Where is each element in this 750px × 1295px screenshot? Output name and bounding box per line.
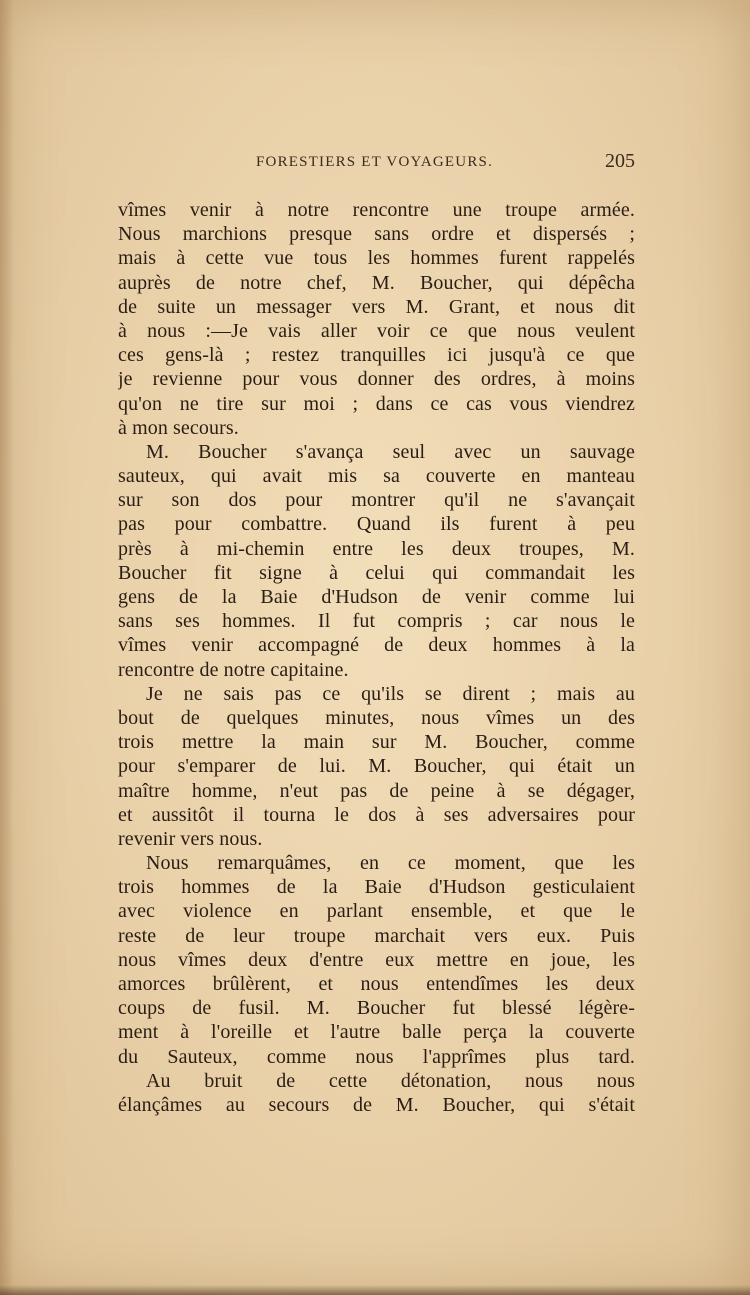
text-line: à mon secours.	[118, 416, 239, 439]
text-line: bout de quelques minutes, nous vîmes un des	[118, 706, 635, 729]
text-line: Nous marchions presque sans ordre et dispersés ;	[118, 223, 635, 246]
text-line: du Sauteux, comme nous l'apprîmes plus tard.	[118, 1045, 635, 1068]
running-head: FORESTIERS ET VOYAGEURS.	[256, 154, 494, 170]
page-number: 205	[605, 150, 635, 172]
text-line: amorces brûlèrent, et nous entendîmes les deux	[118, 973, 635, 995]
text-line: Je ne sais pas ce qu'ils se dirent ; mais au	[146, 682, 635, 705]
text-line: trois hommes de la Baie d'Hudson gesticulaient	[118, 876, 635, 899]
text-line: Nous remarquâmes, en ce moment, que les	[146, 852, 635, 875]
text-line: de suite un messager vers M. Grant, et nous dit	[118, 295, 635, 318]
text-line: pas pour combattre. Quand ils furent à peu	[118, 513, 635, 536]
text-line: reste de leur troupe marchait vers eux. Puis	[118, 924, 635, 947]
text-line: et aussitôt il tourna le dos à ses adversaires pour	[118, 803, 635, 826]
text-line: rencontre de notre capitaine.	[118, 658, 349, 681]
page-edge-shadow-bottom	[0, 1285, 750, 1295]
text-line: trois mettre la main sur M. Boucher, comme	[118, 731, 635, 754]
text-line: vîmes venir à notre rencontre une troupe armée.	[118, 199, 635, 221]
text-line: nous vîmes deux d'entre eux mettre en joue, les	[118, 948, 635, 971]
page-header	[118, 150, 635, 180]
text-line: revenir vers nous.	[118, 827, 263, 850]
page-edge-shadow-left	[0, 0, 14, 1295]
text-line: coups de fusil. M. Boucher fut blessé légère-	[118, 997, 635, 1020]
text-line: pour s'emparer de lui. M. Boucher, qui était un	[118, 755, 635, 778]
text-line: Au bruit de cette détonation, nous nous	[146, 1069, 635, 1092]
text-line: mais à cette vue tous les hommes furent rappelés	[118, 247, 635, 270]
text-line: sans ses hommes. Il fut compris ; car nous le	[118, 610, 635, 633]
text-line: M. Boucher s'avança seul avec un sauvage	[146, 440, 635, 463]
text-line: avec violence en parlant ensemble, et que le	[118, 900, 635, 923]
text-line: vîmes venir accompagné de deux hommes à la	[118, 634, 635, 657]
text-line: qu'on ne tire sur moi ; dans ce cas vous viendrez	[118, 392, 635, 415]
text-line: près à mi-chemin entre les deux troupes, M.	[118, 537, 635, 560]
text-line: à nous :—Je vais aller voir ce que nous veulent	[118, 319, 635, 342]
text-line: ces gens-là ; restez tranquilles ici jusqu'à ce que	[118, 344, 635, 367]
text-line: gens de la Baie d'Hudson de venir comme lui	[118, 586, 635, 608]
text-line: sur son dos pour montrer qu'il ne s'avançait	[118, 489, 635, 512]
text-line: maître homme, n'eut pas de peine à se dégager,	[118, 779, 635, 802]
text-line: sauteux, qui avait mis sa couverte en manteau	[118, 465, 635, 488]
body-text	[118, 198, 635, 1117]
text-line: auprès de notre chef, M. Boucher, qui dépêcha	[118, 271, 635, 294]
text-line: Boucher fit signe à celui qui commandait les	[118, 561, 635, 584]
text-line: je revienne pour vous donner des ordres, à moins	[118, 368, 635, 391]
text-line: ment à l'oreille et l'autre balle perça la couverte	[118, 1021, 635, 1044]
text-line: élançâmes au secours de M. Boucher, qui s'était	[118, 1093, 635, 1116]
